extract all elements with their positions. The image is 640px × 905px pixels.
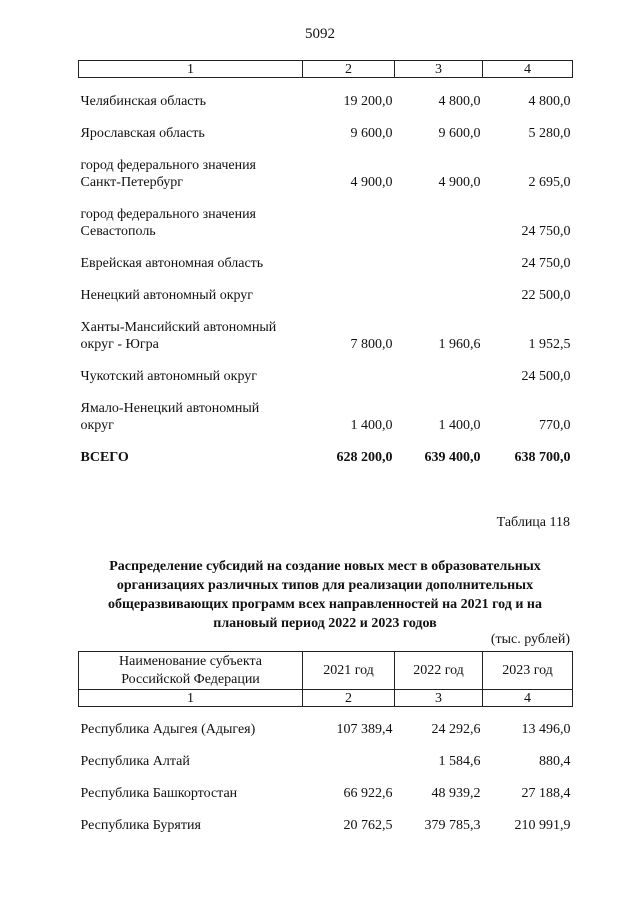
column-header-name [79,652,303,690]
subsidy-distribution-table [78,651,573,834]
total-value: 628 200,0 [336,449,393,465]
table-row [79,385,573,434]
value-cell [303,353,395,385]
region-name [79,272,303,304]
value-cell [395,191,483,240]
value-cell: 19 200,0 [343,93,393,109]
value-cell: 66 922,6 [343,785,393,801]
value-cell: 2 695,0 [528,174,571,190]
value-cell: 4 900,0 [350,174,393,190]
region-name [79,770,303,802]
value-cell [303,738,395,770]
table-title-line: плановый период 2022 и 2023 годов [213,616,437,631]
value-cell: 24 750,0 [521,223,571,239]
table-title [78,557,572,633]
region-name [79,802,303,834]
region-name-line: Ненецкий автономный округ [80,287,254,303]
value-cell: 1 584,6 [438,753,481,769]
region-name-line: округ [80,417,114,433]
value-cell: 379 785,3 [424,817,481,833]
table-row [79,191,573,240]
table-title-line: общеразвивающих программ всех направленностей на 2021 год и на [108,597,542,612]
value-cell: 107 389,4 [336,721,393,737]
value-cell: 13 496,0 [521,721,571,737]
region-name-line: округ - Югра [80,336,159,352]
column-number: 2 [303,690,395,707]
value-cell: 1 400,0 [438,417,481,433]
value-cell: 4 800,0 [438,93,481,109]
table-row [79,802,573,834]
regions-subsidy-table-continued [78,60,573,466]
region-name [79,78,303,110]
value-cell: 7 800,0 [350,336,393,352]
region-name [79,304,303,353]
value-cell: 210 991,9 [514,817,571,833]
value-cell: 9 600,0 [350,125,393,141]
region-name-line: Чукотский автономный округ [80,368,258,384]
region-name-line: Республика Бурятия [80,817,201,833]
value-cell: 5 280,0 [528,125,571,141]
value-cell: 48 939,2 [431,785,481,801]
value-cell [395,353,483,385]
column-number: 4 [483,690,573,707]
table-row [79,770,573,802]
region-name [79,738,303,770]
region-name [79,110,303,142]
column-number-row [79,61,573,78]
table-row [79,707,573,738]
units-note: (тыс. рублей) [490,632,570,647]
region-name-line: Республика Адыгея (Адыгея) [80,721,256,737]
value-cell [395,272,483,304]
value-cell [395,240,483,272]
value-cell: 1 952,5 [528,336,571,352]
header-line: Российской Федерации [121,671,260,687]
total-label: ВСЕГО [80,449,129,465]
value-cell: 1 400,0 [350,417,393,433]
column-header-row [79,652,573,690]
region-name-line: город федерального значения [80,206,256,222]
region-name-line: Челябинская область [80,93,206,109]
header-line: Наименование субъекта [119,653,262,669]
table-label: Таблица 118 [496,515,570,530]
total-value: 638 700,0 [514,449,571,465]
value-cell [303,240,395,272]
value-cell: 24 500,0 [521,368,571,384]
page-number: 5092 [305,26,335,42]
region-name [79,240,303,272]
value-cell: 27 188,4 [521,785,571,801]
column-number: 3 [395,61,483,78]
total-value: 639 400,0 [424,449,481,465]
value-cell: 22 500,0 [521,287,571,303]
column-number: 1 [79,690,303,707]
table-row [79,304,573,353]
table-title-line: организациях различных типов для реализации дополнительных [116,578,534,593]
column-number: 2 [303,61,395,78]
value-cell: 770,0 [539,417,571,433]
value-cell [303,272,395,304]
value-cell [303,191,395,240]
region-name-line: Ярославская область [80,125,205,141]
region-name-line: Еврейская автономная область [80,255,264,271]
table-row [79,78,573,110]
column-number: 4 [483,61,573,78]
region-name-line: Республика Алтай [80,753,190,769]
value-cell: 4 900,0 [438,174,481,190]
column-header-2022: 2022 год [395,652,483,690]
region-name-line: город федерального значения [80,157,256,173]
table-title-line: Распределение субсидий на создание новых мест в образовательных [109,559,541,574]
column-number-row [79,690,573,707]
region-name-line: Ханты-Мансийский автономный [80,319,277,335]
table-row [79,738,573,770]
value-cell: 20 762,5 [343,817,393,833]
table-row [79,142,573,191]
region-name-line: Санкт-Петербург [80,174,183,190]
value-cell: 1 960,6 [438,336,481,352]
table-row [79,272,573,304]
column-header-2021: 2021 год [303,652,395,690]
total-row [79,434,573,466]
region-name [79,191,303,240]
value-cell: 880,4 [539,753,571,769]
region-name-line: Ямало-Ненецкий автономный [80,400,260,416]
region-name [79,142,303,191]
table-row [79,110,573,142]
value-cell: 24 750,0 [521,255,571,271]
region-name [79,353,303,385]
value-cell: 9 600,0 [438,125,481,141]
value-cell: 24 292,6 [431,721,481,737]
column-header-2023: 2023 год [483,652,573,690]
column-number: 3 [395,690,483,707]
region-name-line: Севастополь [80,223,156,239]
table-row [79,353,573,385]
table-row [79,240,573,272]
region-name [79,385,303,434]
value-cell: 4 800,0 [528,93,571,109]
region-name-line: Республика Башкортостан [80,785,238,801]
column-number: 1 [79,61,303,78]
region-name [79,707,303,738]
